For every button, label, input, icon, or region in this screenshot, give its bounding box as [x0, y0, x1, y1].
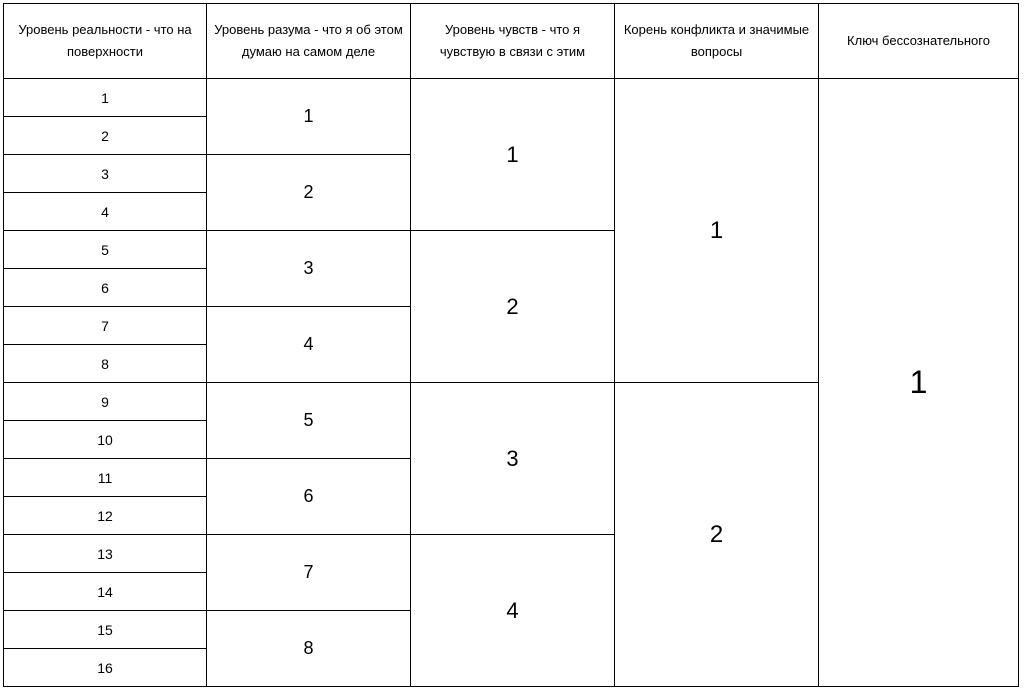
header-feelings-label: Уровень чувств - что я чувствую в связи с этим — [439, 22, 586, 59]
header-feelings — [411, 3, 615, 79]
reality-cell: 9 — [3, 383, 207, 421]
reality-cell: 1 — [3, 79, 207, 117]
mind-cell: 2 — [207, 155, 411, 231]
reality-cell: 2 — [3, 117, 207, 155]
feelings-cell: 4 — [411, 535, 615, 687]
mind-cell: 3 — [207, 231, 411, 307]
header-reality — [3, 3, 207, 79]
reality-cell: 3 — [3, 155, 207, 193]
header-mind-label: Уровень разума - что я об этом думаю на самом деле — [214, 22, 403, 59]
reality-cell: 13 — [3, 535, 207, 573]
reality-cell: 7 — [3, 307, 207, 345]
feelings-cell: 3 — [411, 383, 615, 535]
mind-cell: 4 — [207, 307, 411, 383]
reality-cell: 14 — [3, 573, 207, 611]
key-cell: 1 — [819, 79, 1019, 687]
reality-cell: 5 — [3, 231, 207, 269]
reality-cell: 15 — [3, 611, 207, 649]
reality-cell: 8 — [3, 345, 207, 383]
reality-cell: 4 — [3, 193, 207, 231]
reality-cell: 16 — [3, 649, 207, 687]
hierarchy-table — [3, 3, 1019, 687]
reality-cell: 6 — [3, 269, 207, 307]
header-conflict — [615, 3, 819, 79]
conflict-cell: 2 — [615, 383, 819, 687]
mind-cell: 7 — [207, 535, 411, 611]
header-mind — [207, 3, 411, 79]
header-conflict-label: Корень конфликта и значимые вопросы — [623, 22, 810, 59]
header-reality-label: Уровень реальности - что на поверхности — [18, 22, 192, 59]
reality-cell: 11 — [3, 459, 207, 497]
conflict-cell: 1 — [615, 79, 819, 383]
reality-cell: 10 — [3, 421, 207, 459]
mind-cell: 6 — [207, 459, 411, 535]
mind-cell: 5 — [207, 383, 411, 459]
feelings-cell: 1 — [411, 79, 615, 231]
header-key — [819, 3, 1019, 79]
reality-cell: 12 — [3, 497, 207, 535]
mind-cell: 8 — [207, 611, 411, 687]
mind-cell: 1 — [207, 79, 411, 155]
header-key-label: Ключ бессознательного — [847, 33, 990, 48]
feelings-cell: 2 — [411, 231, 615, 383]
